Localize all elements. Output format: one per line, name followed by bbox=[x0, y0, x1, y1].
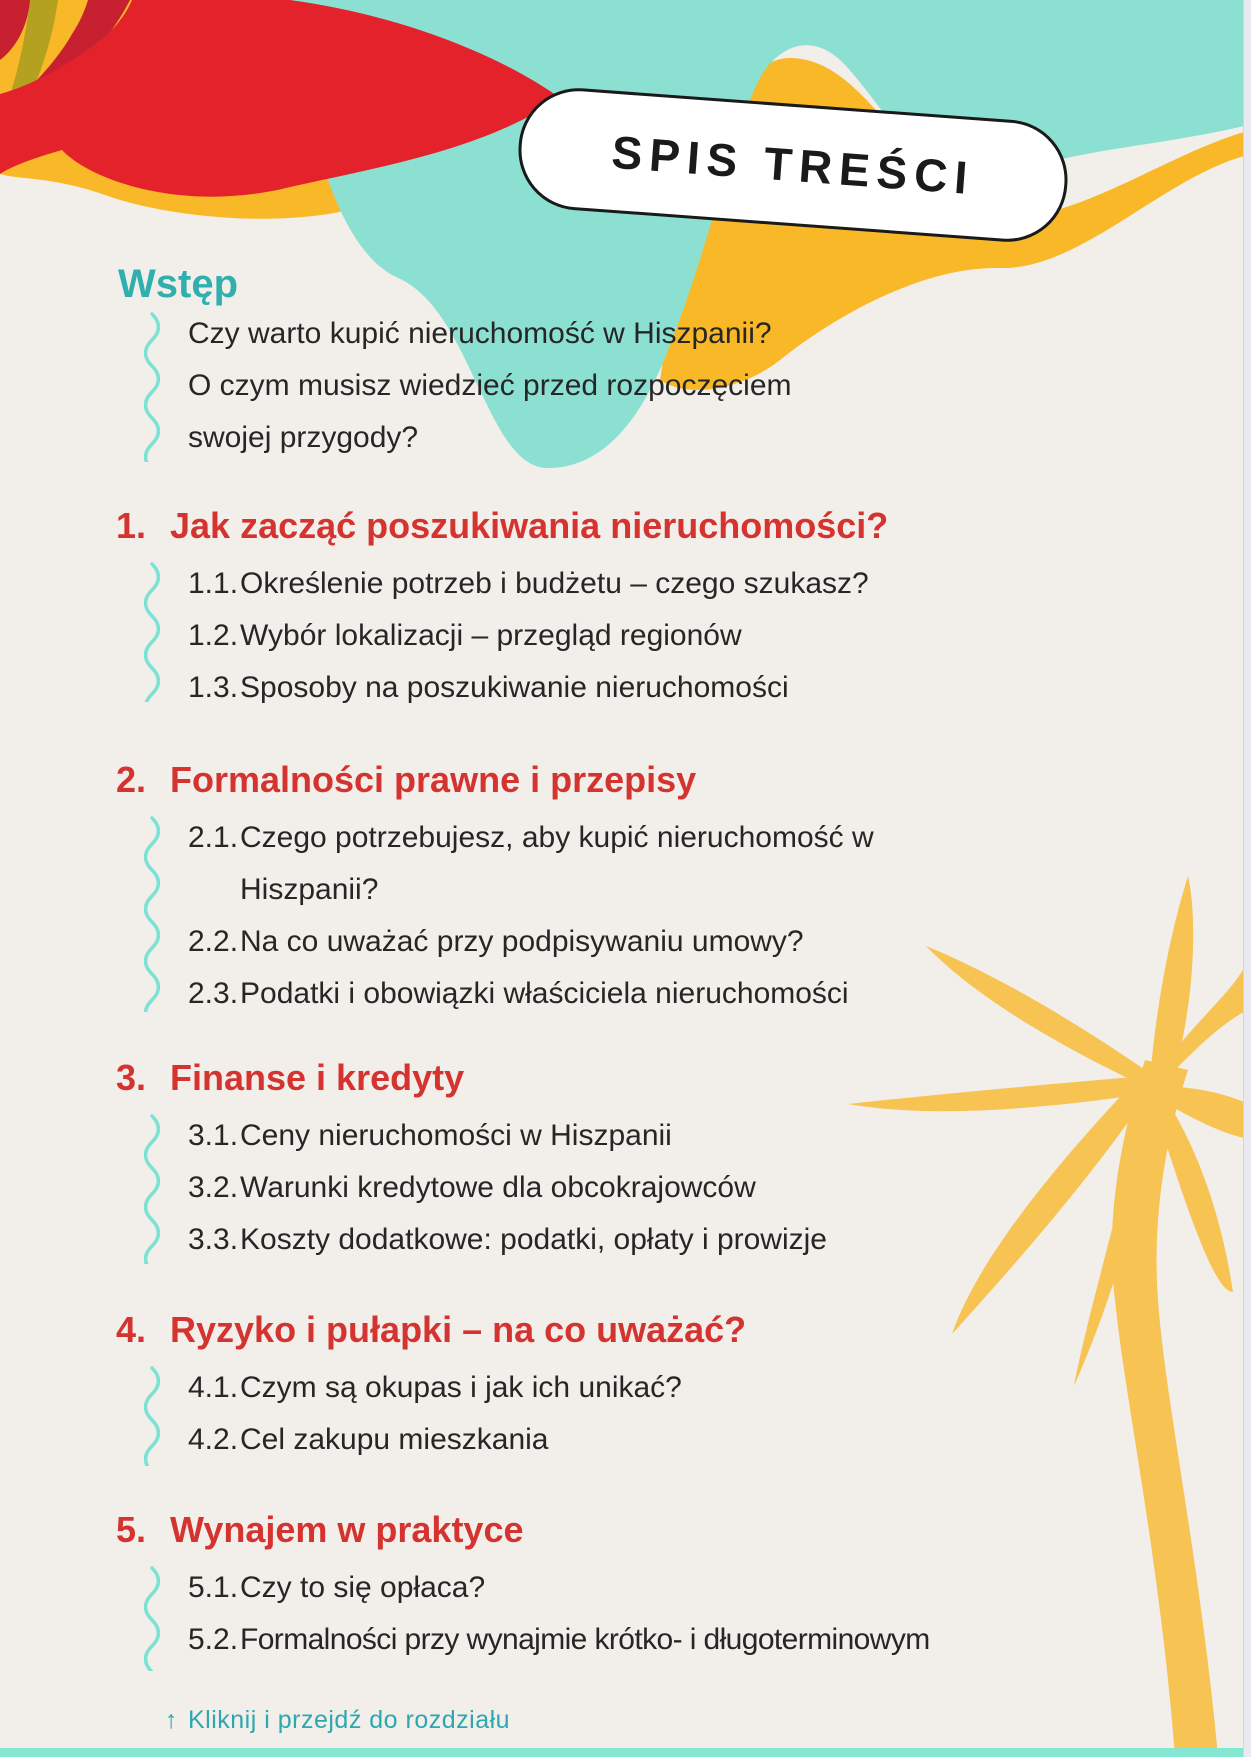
section-heading-5[interactable] bbox=[116, 1508, 524, 1551]
section-items-3 bbox=[188, 1110, 1048, 1266]
toc-item[interactable] bbox=[188, 968, 1028, 1020]
toc-item[interactable] bbox=[188, 1414, 1048, 1466]
item-text: Czego potrzebujesz, aby kupić nieruchomość w Hiszpanii? bbox=[240, 821, 874, 906]
footer-hint-label: Kliknij i przejdź do rozdziału bbox=[188, 1706, 511, 1734]
item-number: 1.2. bbox=[188, 619, 239, 652]
section-number: 4. bbox=[116, 1309, 147, 1350]
page-title: SPIS TREŚCI bbox=[609, 125, 977, 205]
squiggle-line-3 bbox=[144, 1114, 160, 1264]
item-number: 3.3. bbox=[188, 1223, 239, 1256]
item-text: Wybór lokalizacji – przegląd regionów bbox=[240, 619, 742, 652]
toc-item[interactable] bbox=[188, 916, 1028, 968]
item-number: 3.1. bbox=[188, 1119, 239, 1152]
item-number: 5.2. bbox=[188, 1623, 239, 1656]
item-text: Warunki kredytowe dla obcokrajowców bbox=[240, 1171, 756, 1204]
item-text: Podatki i obowiązki właściciela nieruchomości bbox=[240, 977, 849, 1010]
toc-item[interactable] bbox=[188, 662, 1048, 714]
toc-item[interactable] bbox=[188, 610, 1048, 662]
toc-item[interactable] bbox=[188, 1614, 1088, 1666]
toc-item[interactable] bbox=[188, 1362, 1048, 1414]
item-text: Sposoby na poszukiwanie nieruchomości bbox=[240, 671, 789, 704]
item-number: 1.3. bbox=[188, 671, 239, 704]
intro-line[interactable]: swojej przygody? bbox=[188, 421, 419, 454]
intro-line[interactable]: O czym musisz wiedzieć przed rozpoczęciem bbox=[188, 369, 792, 402]
item-number: 3.2. bbox=[188, 1171, 239, 1204]
up-arrow-icon: ↑ bbox=[165, 1706, 178, 1734]
toc-item[interactable] bbox=[188, 1110, 1048, 1162]
item-text: Cel zakupu mieszkania bbox=[240, 1423, 549, 1456]
section-heading-4[interactable] bbox=[116, 1308, 746, 1351]
section-number: 3. bbox=[116, 1057, 147, 1098]
toc-item[interactable] bbox=[188, 1162, 1048, 1214]
intro-heading[interactable]: Wstęp bbox=[118, 262, 238, 306]
section-title: Formalności prawne i przepisy bbox=[170, 759, 697, 800]
squiggle-line-1 bbox=[144, 562, 160, 702]
section-title: Wynajem w praktyce bbox=[170, 1509, 524, 1550]
footer-hint bbox=[165, 1706, 510, 1735]
item-text: Określenie potrzeb i budżetu – czego szukasz? bbox=[240, 567, 869, 600]
toc-item[interactable] bbox=[188, 812, 1028, 916]
section-items-2 bbox=[188, 812, 1028, 1020]
section-heading-1[interactable] bbox=[116, 504, 888, 547]
squiggle-line-intro bbox=[144, 312, 160, 462]
section-title: Finanse i kredyty bbox=[170, 1057, 465, 1098]
item-text: Ceny nieruchomości w Hiszpanii bbox=[240, 1119, 672, 1152]
section-number: 5. bbox=[116, 1509, 147, 1550]
section-heading-2[interactable] bbox=[116, 758, 696, 801]
toc-item[interactable] bbox=[188, 1214, 1048, 1266]
squiggle-line-2 bbox=[144, 816, 160, 1012]
item-number: 4.1. bbox=[188, 1371, 239, 1404]
section-title: Ryzyko i pułapki – na co uważać? bbox=[170, 1309, 747, 1350]
section-heading-3[interactable] bbox=[116, 1056, 464, 1099]
palm-frond-left bbox=[848, 1076, 1145, 1111]
intro-lines bbox=[188, 308, 1048, 464]
section-items-1 bbox=[188, 558, 1048, 714]
squiggle-line-5 bbox=[144, 1566, 160, 1671]
item-text: Na co uważać przy podpisywaniu umowy? bbox=[240, 925, 804, 958]
item-number: 5.1. bbox=[188, 1571, 239, 1604]
bottom-teal-bar bbox=[0, 1748, 1244, 1757]
section-items-4 bbox=[188, 1362, 1048, 1466]
item-text: Formalności przy wynajmie krótko- i długoterminowym bbox=[240, 1623, 930, 1656]
section-items-5 bbox=[188, 1562, 1088, 1666]
section-number: 2. bbox=[116, 759, 147, 800]
item-number: 2.3. bbox=[188, 977, 239, 1010]
toc-item[interactable] bbox=[188, 558, 1048, 610]
item-text: Czy to się opłaca? bbox=[240, 1571, 486, 1604]
item-text: Czym są okupas i jak ich unikać? bbox=[240, 1371, 682, 1404]
item-number: 1.1. bbox=[188, 567, 239, 600]
palm-trunk bbox=[1112, 1060, 1218, 1757]
item-number: 2.1. bbox=[188, 821, 239, 854]
item-number: 2.2. bbox=[188, 925, 239, 958]
squiggle-line-4 bbox=[144, 1366, 160, 1466]
item-number: 4.2. bbox=[188, 1423, 239, 1456]
page-edge-strip bbox=[1243, 0, 1251, 1757]
section-number: 1. bbox=[116, 505, 147, 546]
toc-item[interactable] bbox=[188, 1562, 1088, 1614]
intro-line[interactable]: Czy warto kupić nieruchomość w Hiszpanii? bbox=[188, 317, 772, 350]
item-text: Koszty dodatkowe: podatki, opłaty i prowizje bbox=[240, 1223, 827, 1256]
section-title: Jak zacząć poszukiwania nieruchomości? bbox=[170, 505, 889, 546]
